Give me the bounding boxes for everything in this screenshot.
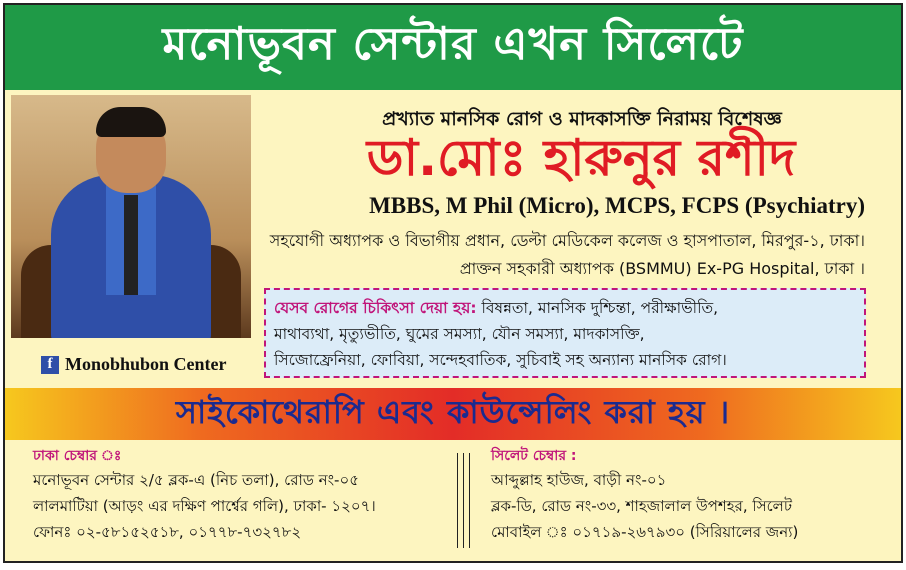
psychotherapy-banner	[5, 388, 901, 440]
doctor-photo	[11, 95, 251, 338]
dhaka-address-2: লালমাটিয়া (আড়ং এর দক্ষিণ পার্শ্বের গলি), ঢাকা- ১২০৭।	[33, 497, 376, 515]
diseases-line-2: মাথাব্যথা, মৃত্যুভীতি, ঘুমের সমস্যা, যৌন সমস্যা, মাদকাসক্তি,	[274, 325, 645, 343]
facebook-page-name: Monobhubon Center	[65, 354, 227, 374]
advertisement	[3, 3, 903, 563]
dhaka-address-1: মনোভূবন সেন্টার ২/৫ ব্লক-এ (নিচ তলা), রোড নং-০৫	[33, 471, 359, 489]
doctor-name: ডা.মোঃ হারুনুর রশীদ	[366, 129, 796, 187]
top-banner	[5, 5, 901, 90]
sylhet-chamber	[491, 445, 798, 545]
doctor-former-position: প্রাক্তন সহকারী অধ্যাপক (BSMMU) Ex-PG Hospital, ঢাকা ।	[459, 259, 865, 278]
facebook-icon: f	[41, 356, 59, 374]
diseases-label: যেসব রোগের চিকিৎসা দেয়া হয়:	[274, 299, 477, 317]
tie-shape	[124, 195, 138, 295]
facebook-page	[41, 354, 227, 375]
sylhet-mobile: মোবাইল ঃ ০১৭১৯-২৬৭৯৩০ (সিরিয়ালের জন্য)	[491, 523, 799, 541]
divider-line	[463, 453, 464, 548]
divider-line	[457, 453, 458, 548]
diseases-line-1	[274, 295, 856, 321]
doctor-position: সহযোগী অধ্যাপক ও বিভাগীয় প্রধান, ডেল্টা মেডিকেল কলেজ ও হাসপাতাল, মিরপুর-১, ঢাকা।	[269, 231, 865, 250]
dhaka-phone: ফোনঃ ০২-৫৮১৫২৫১৮, ০১৭৭৮-৭৩২৭৮২	[33, 523, 302, 541]
sylhet-address-2: ব্লক-ডি, রোড নং-৩৩, শাহজালাল উপশহর, সিলেট	[491, 497, 793, 515]
banner-title: মনোভূবন সেন্টার এখন সিলেটে	[162, 17, 744, 70]
doctor-degrees: MBBS, M Phil (Micro), MCPS, FCPS (Psychiatry)	[369, 193, 865, 218]
psychotherapy-text: সাইকোথেরাপি এবং কাউন্সেলিং করা হয় ।	[175, 393, 731, 431]
diseases-box	[264, 288, 866, 378]
dhaka-chamber	[33, 445, 376, 545]
hair-shape	[96, 107, 166, 137]
divider-line	[469, 453, 470, 548]
sylhet-address-1: আব্দুল্লাহ হাউজ, বাড়ী নং-০১	[491, 471, 667, 489]
diseases-list-1: বিষন্নতা, মানসিক দুশ্চিন্তা, পরীক্ষাভীতি,	[476, 299, 719, 317]
sylhet-chamber-heading: সিলেট চেম্বার :	[491, 448, 577, 464]
dhaka-chamber-heading: ঢাকা চেম্বার ঃ	[33, 448, 122, 464]
doctor-specialty: প্রখ্যাত মানসিক রোগ ও মাদকাসক্তি নিরাময় বিশেষজ্ঞ	[382, 108, 782, 130]
diseases-line-3: সিজোফ্রেনিয়া, ফোবিয়া, সন্দেহবাতিক, সুচিবাই সহ অন্যান্য মানসিক রোগ।	[274, 351, 727, 369]
